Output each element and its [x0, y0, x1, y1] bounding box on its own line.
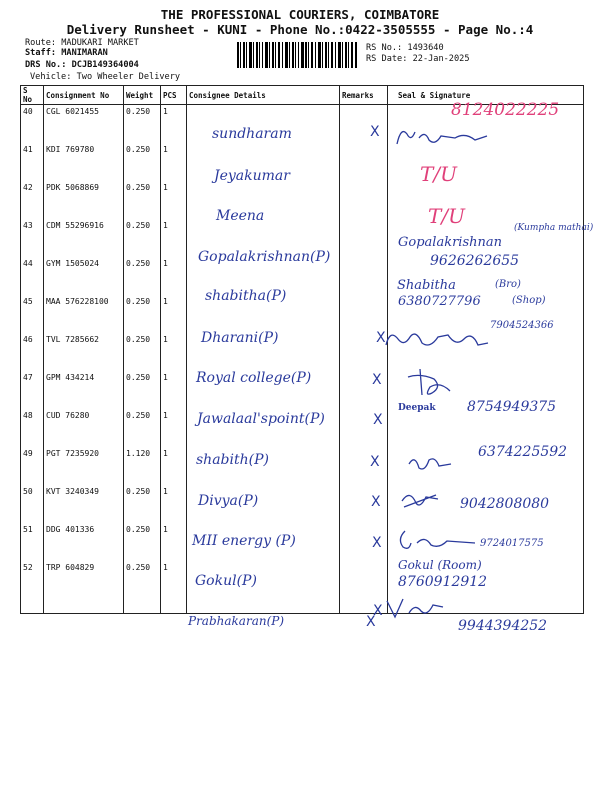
runsheet-subtitle: Delivery Runsheet - KUNI - Phone No.:0422-3505555 - Page No.:4	[66, 22, 534, 37]
vehicle-label: Vehicle:	[30, 72, 72, 82]
signature	[398, 487, 443, 512]
consignment-no: TVL 7285662	[44, 333, 124, 371]
weight: 0.250	[124, 409, 161, 447]
route-line	[25, 38, 139, 48]
handwritten-name: Gokul(P)	[195, 573, 257, 589]
phone-number: 6374225592	[478, 444, 568, 460]
phone-number: 9724017575	[480, 538, 544, 549]
rs-date-value: 22-Jan-2025	[412, 54, 470, 64]
signature	[400, 365, 460, 400]
consignment-no: CGL 6021455	[44, 105, 124, 144]
pcs: 1	[161, 219, 187, 257]
handwritten-note: Gopalakrishnan	[398, 235, 502, 250]
pcs: 1	[161, 371, 187, 409]
remark-cross: X	[372, 535, 382, 551]
remark-cross: X	[370, 124, 380, 140]
sno: 40	[21, 105, 44, 144]
col-seal: Seal & Signature	[388, 86, 584, 105]
sno: 47	[21, 371, 44, 409]
col-remarks: Remarks	[340, 86, 388, 105]
handwritten-name: Meena	[216, 208, 265, 224]
handwritten-name: Prabhakaran(P)	[188, 614, 285, 628]
weight: 0.250	[124, 485, 161, 523]
pcs: 1	[161, 295, 187, 333]
handwritten-name: Gopalakrishnan(P)	[198, 249, 331, 265]
consignment-no: PDK 5068869	[44, 181, 124, 219]
consignment-no: GPM 434214	[44, 371, 124, 409]
pcs: 1	[161, 143, 187, 181]
consignment-no: TRP 604829	[44, 561, 124, 614]
sno: 49	[21, 447, 44, 485]
rs-no-label: RS No.:	[366, 43, 403, 53]
consignment-no: PGT 7235920	[44, 447, 124, 485]
handwritten-name: Royal college(P)	[196, 370, 312, 386]
consignment-no: MAA 576228100	[44, 295, 124, 333]
weight: 0.250	[124, 295, 161, 333]
remark-cross: X	[373, 412, 383, 428]
phone-number: 8754949375	[467, 399, 557, 415]
handwritten-name: Dharani(P)	[201, 330, 279, 346]
drs-line	[25, 60, 139, 70]
pcs: 1	[161, 105, 187, 144]
note-tu: T/U	[420, 162, 457, 186]
table-row	[21, 181, 584, 219]
weight: 0.250	[124, 143, 161, 181]
handwritten-name: Divya(P)	[198, 493, 259, 509]
col-pcs: PCS	[161, 86, 187, 105]
pcs: 1	[161, 561, 187, 614]
sno: 42	[21, 181, 44, 219]
remark-cross: X	[373, 603, 383, 619]
weight: 0.250	[124, 105, 161, 144]
handwritten-note: Shabitha	[397, 278, 456, 293]
pcs: 1	[161, 409, 187, 447]
handwritten-note: Deepak	[398, 403, 436, 413]
company-title: THE PROFESSIONAL COURIERS, COIMBATORE	[160, 7, 440, 22]
phone-number: 9042808080	[460, 496, 550, 512]
handwritten-name: MII energy (P)	[192, 533, 296, 549]
staff-value: MANIMARAN	[61, 48, 108, 58]
remark-cross: X	[376, 330, 386, 346]
route-value: MADUKARI MARKET	[61, 38, 139, 48]
rs-date-label: RS Date:	[366, 54, 408, 64]
pcs: 1	[161, 333, 187, 371]
sno: 52	[21, 561, 44, 614]
consignment-no: CDM 55296916	[44, 219, 124, 257]
rs-date-line	[366, 54, 470, 64]
handwritten-name: shabitha(P)	[205, 288, 287, 304]
signature	[385, 595, 445, 620]
pcs: 1	[161, 447, 187, 485]
remark-cross: X	[370, 454, 380, 470]
signature	[382, 325, 492, 353]
sno: 43	[21, 219, 44, 257]
consignment-no: KVT 3240349	[44, 485, 124, 523]
remark-cross: X	[372, 372, 382, 388]
col-sno: S No	[21, 86, 44, 105]
pcs: 1	[161, 181, 187, 219]
vehicle-line	[30, 72, 180, 82]
drs-value: DCJB149364004	[71, 60, 139, 70]
handwritten-name: Jeyakumar	[214, 168, 290, 184]
drs-label: DRS No.:	[25, 60, 67, 70]
pcs: 1	[161, 485, 187, 523]
weight: 0.250	[124, 333, 161, 371]
signature	[395, 525, 480, 553]
sno: 51	[21, 523, 44, 561]
route-label: Route:	[25, 38, 57, 48]
col-weight: Weight	[124, 86, 161, 105]
staff-label: Staff:	[25, 48, 57, 58]
weight: 0.250	[124, 257, 161, 295]
rs-no-line	[366, 43, 444, 53]
sno: 45	[21, 295, 44, 333]
sno: 50	[21, 485, 44, 523]
handwritten-note: (Shop)	[512, 295, 546, 306]
col-consignment: Consignment No	[44, 86, 124, 105]
table-row	[21, 561, 584, 614]
pcs: 1	[161, 257, 187, 295]
handwritten-name: sundharam	[212, 126, 292, 142]
remark-cross: X	[371, 494, 381, 510]
weight: 0.250	[124, 561, 161, 614]
table-row	[21, 333, 584, 371]
handwritten-note: (Kumpha mathai)	[514, 223, 594, 233]
rs-no-value: 1493640	[407, 43, 444, 53]
consignment-no: GYM 1505024	[44, 257, 124, 295]
weight: 0.250	[124, 181, 161, 219]
sno: 41	[21, 143, 44, 181]
sno: 48	[21, 409, 44, 447]
consignment-no: KDI 769780	[44, 143, 124, 181]
barcode	[237, 42, 357, 68]
signature	[395, 122, 490, 150]
sno: 44	[21, 257, 44, 295]
sno: 46	[21, 333, 44, 371]
handwritten-note: Gokul (Room)	[398, 558, 482, 572]
handwritten-note: (Bro)	[495, 279, 521, 290]
vehicle-value: Two Wheeler Delivery	[76, 72, 181, 82]
consignment-no: DDG 401336	[44, 523, 124, 561]
handwritten-name: Jawalaal'spoint(P)	[197, 411, 325, 427]
signature	[405, 450, 455, 475]
phone-number: 8124022225	[451, 100, 560, 120]
consignment-no: CUD 76280	[44, 409, 124, 447]
remark-cross: X	[366, 614, 376, 630]
weight: 1.120	[124, 447, 161, 485]
runsheet-table	[20, 85, 584, 614]
phone-number: 6380727796	[398, 294, 481, 309]
phone-number: 8760912912	[398, 574, 488, 590]
weight: 0.250	[124, 523, 161, 561]
phone-number: 9944394252	[458, 618, 548, 634]
staff-line	[25, 48, 108, 58]
col-consignee: Consignee Details	[187, 86, 340, 105]
weight: 0.250	[124, 371, 161, 409]
table-row	[21, 143, 584, 181]
pcs: 1	[161, 523, 187, 561]
note-tu: T/U	[428, 204, 465, 228]
phone-number: 9626262655	[430, 253, 520, 269]
handwritten-name: shabith(P)	[196, 452, 269, 468]
phone-number: 7904524366	[490, 320, 554, 331]
weight: 0.250	[124, 219, 161, 257]
